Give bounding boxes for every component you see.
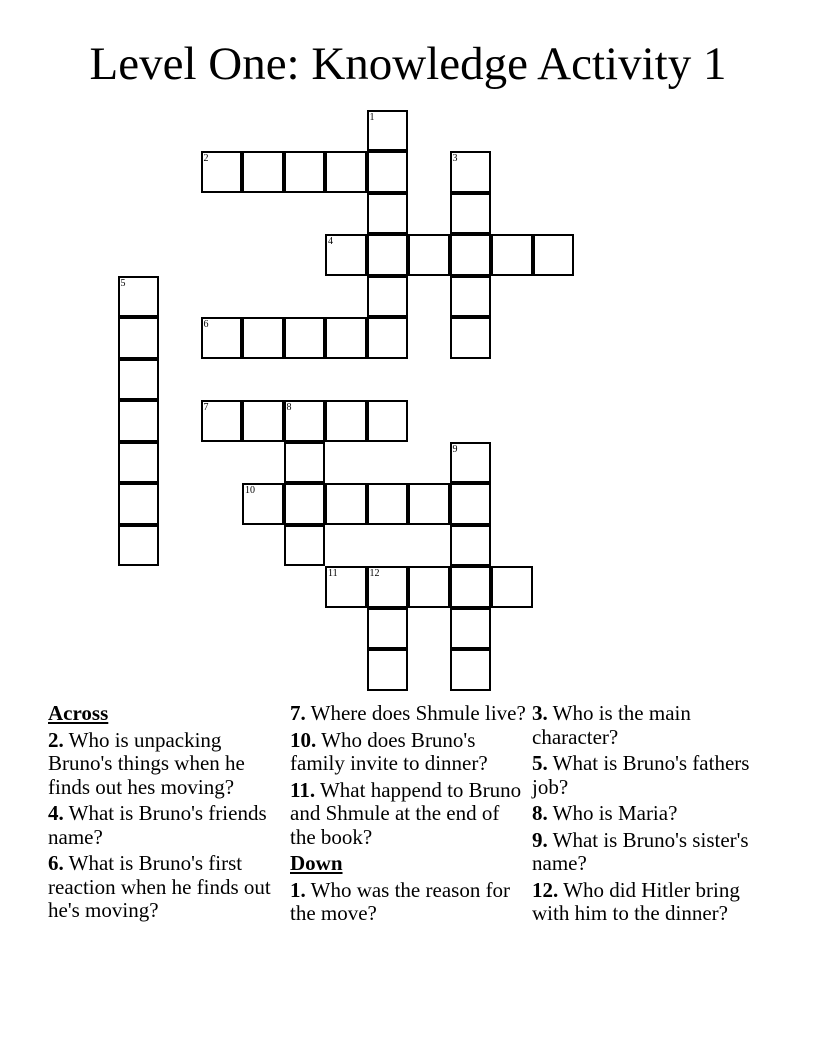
crossword-cell[interactable] [242,483,284,525]
clue-number: 11 [328,568,338,579]
across-heading: Across [48,701,109,725]
crossword-cell[interactable] [450,566,492,608]
crossword-cell[interactable] [118,400,160,442]
clue [48,802,284,849]
crossword-cell[interactable] [491,234,533,276]
clue-text: What is Bruno's first reaction when he finds out he's moving? [48,851,271,922]
clue-number-label: 6. [48,851,64,875]
crossword-cell[interactable] [450,317,492,359]
clue-text: Who is Maria? [547,801,678,825]
clue-column-2 [290,702,526,929]
crossword-cell[interactable] [367,276,409,318]
crossword-cell[interactable] [367,483,409,525]
crossword-cell[interactable] [367,566,409,608]
clue-text: Who did Hitler bring with him to the dinner? [532,877,740,925]
clue-number-label: 8. [532,801,548,825]
crossword-cell[interactable] [450,442,492,484]
clue-number-label: 10. [290,727,317,752]
crossword-cell[interactable] [450,525,492,567]
clue-text: What is Bruno's friends name? [48,801,267,849]
crossword-cell[interactable] [284,151,326,193]
crossword-cell[interactable] [450,234,492,276]
clue-text: Who is the main character? [532,701,691,749]
crossword-cell[interactable] [325,566,367,608]
clue-number: 5 [120,277,126,289]
crossword-cell[interactable] [325,317,367,359]
clue-number-label: 1. [290,877,306,902]
clue-number: 10 [245,485,255,496]
clue-text: Who does Bruno's family invite to dinner? [290,727,488,775]
down-heading: Down [290,851,343,875]
clue-text: Who was the reason for the move? [290,877,511,925]
crossword-cell[interactable] [284,400,326,442]
crossword-cell[interactable] [201,400,243,442]
clue-text: Where does Shmule live? [305,701,526,725]
clue-column-3 [532,702,768,929]
crossword-cell[interactable] [242,400,284,442]
page-title: Level One: Knowledge Activity 1 [89,38,727,90]
crossword-cell[interactable] [367,649,409,691]
clue [532,752,768,799]
crossword-cell[interactable] [367,151,409,193]
clue [290,729,526,776]
clue [290,879,526,926]
clue-number: 9 [452,443,458,455]
crossword-cell[interactable] [367,400,409,442]
crossword-cell[interactable] [367,110,409,152]
clue-number: 6 [203,319,209,330]
crossword-cell[interactable] [284,317,326,359]
clue-number: 12 [369,568,380,579]
crossword-cell[interactable] [408,234,450,276]
crossword-cell[interactable] [450,151,492,193]
crossword-cell[interactable] [118,359,160,401]
crossword-cell[interactable] [201,317,243,359]
crossword-cell[interactable] [325,151,367,193]
crossword-cell[interactable] [367,234,409,276]
clue-number: 8 [286,402,292,413]
clue [48,852,284,923]
crossword-cell[interactable] [408,566,450,608]
clue-number: 4 [328,236,333,247]
clue-number-label: 3. [532,701,548,725]
crossword-cell[interactable] [533,234,575,276]
crossword-cell[interactable] [242,317,284,359]
clue-text: What is Bruno's sister's name? [532,827,749,875]
clue-text: What happend to Bruno and Shmule at the end of the book? [290,777,522,849]
crossword-cell[interactable] [118,483,160,525]
crossword-cell[interactable] [450,483,492,525]
crossword-cell[interactable] [367,317,409,359]
clue-column-1 [48,702,284,926]
clue [532,702,768,749]
clue [290,702,526,726]
clue-number-label: 5. [532,751,548,775]
crossword-cell[interactable] [325,234,367,276]
crossword-cell[interactable] [367,193,409,235]
clue [532,879,768,926]
crossword-cell[interactable] [284,525,326,567]
crossword-cell[interactable] [284,442,326,484]
crossword-cell[interactable] [450,193,492,235]
clue-number: 7 [203,402,209,413]
clue-number-label: 4. [48,801,64,825]
crossword-cell[interactable] [118,525,160,567]
crossword-cell[interactable] [491,566,533,608]
clue-number-label: 2. [48,727,64,752]
crossword-cell[interactable] [284,483,326,525]
crossword-cell[interactable] [450,276,492,318]
crossword-cell[interactable] [450,649,492,691]
crossword-cell[interactable] [408,483,450,525]
clue [290,779,526,850]
crossword-cell[interactable] [325,400,367,442]
clue-text: What is Bruno's fathers job? [532,751,750,799]
clue [532,802,768,826]
clue-number-label: 7. [290,701,306,725]
clue-number-label: 11. [290,777,316,802]
crossword-cell[interactable] [118,276,160,318]
clue-number: 2 [203,153,209,164]
crossword-cell[interactable] [118,317,160,359]
crossword-cell[interactable] [325,483,367,525]
clue-number: 1 [369,111,375,123]
crossword-cell[interactable] [242,151,284,193]
clue-number: 3 [452,153,458,164]
clue-number-label: 9. [532,827,548,852]
crossword-cell[interactable] [201,151,243,193]
clue-number-label: 12. [532,877,559,902]
crossword-cell[interactable] [450,608,492,650]
clue [532,829,768,876]
crossword-cell[interactable] [367,608,409,650]
clue-text: Who is unpacking Bruno's things when he finds out hes moving? [48,727,245,799]
clue [48,729,284,800]
crossword-cell[interactable] [118,442,160,484]
